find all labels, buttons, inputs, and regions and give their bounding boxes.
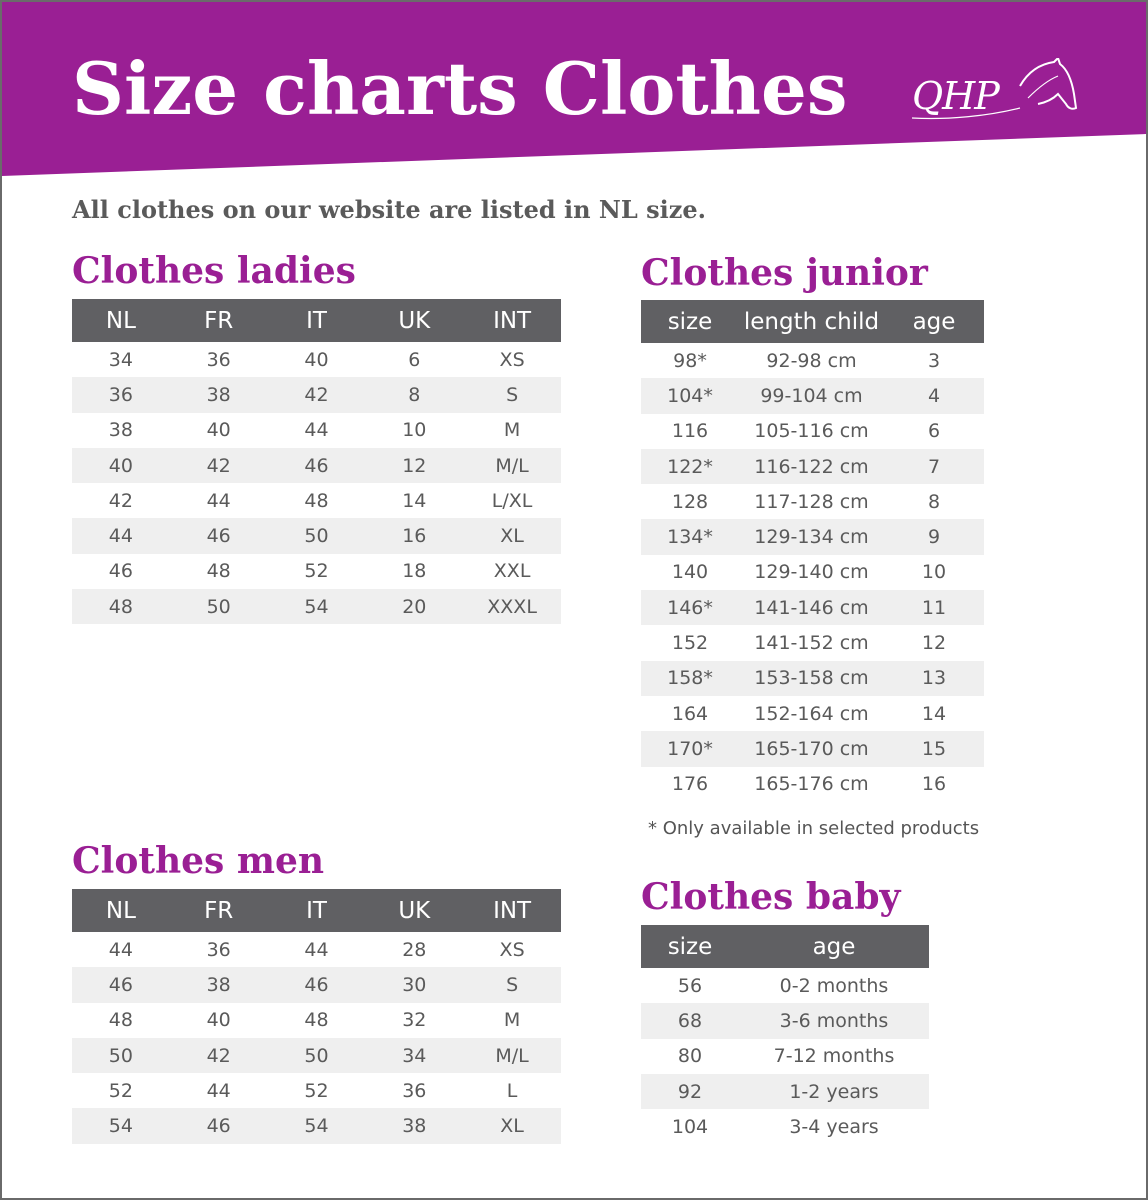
table-cell: 52 <box>304 560 329 583</box>
table-header-row <box>641 925 929 968</box>
table-row <box>72 1038 561 1073</box>
table-cell: 36 <box>206 348 231 371</box>
table-cell: 44 <box>206 1079 231 1102</box>
table-row <box>72 413 561 448</box>
table-row <box>72 448 561 483</box>
table-cell: 170* <box>641 731 739 766</box>
table-cell: 46 <box>268 967 366 1002</box>
table-cell: 141-146 cm <box>739 590 884 625</box>
table-row <box>72 1073 561 1108</box>
table-cell: 3 <box>927 349 941 372</box>
table-header-row <box>72 299 561 342</box>
column-header: IT <box>268 889 366 932</box>
table-row <box>641 484 984 519</box>
table-row <box>72 483 561 518</box>
table-cell: 42 <box>170 1038 268 1073</box>
column-header: age <box>739 925 929 968</box>
table-row <box>72 967 561 1002</box>
table-cell: 10 <box>921 561 947 584</box>
table-row <box>641 968 929 1003</box>
table-row <box>641 1109 929 1144</box>
table-row <box>641 519 984 554</box>
column-header: IT <box>268 299 366 342</box>
table-cell: 38 <box>170 377 268 412</box>
table-cell: 48 <box>206 560 231 583</box>
table-row <box>641 661 984 696</box>
table-cell: 4 <box>884 378 984 413</box>
table-row <box>641 625 984 660</box>
table-cell: XL <box>463 1108 561 1143</box>
table-row <box>72 518 561 553</box>
table-cell: 146* <box>641 590 739 625</box>
table-cell: 165-176 cm <box>754 773 869 796</box>
table-cell: 0-2 months <box>779 974 889 997</box>
table-cell: 34 <box>108 348 133 371</box>
column-header: length child <box>739 300 884 343</box>
table-cell: 8 <box>927 490 941 513</box>
table-cell: 98* <box>673 349 707 372</box>
table-cell: 128 <box>671 490 709 513</box>
table-cell: L <box>506 1079 518 1102</box>
table-cell: 46 <box>170 1108 268 1143</box>
column-header: size <box>641 925 739 968</box>
table-header-row <box>641 300 984 343</box>
table-cell: 3-6 months <box>739 1003 929 1038</box>
table-cell: 50 <box>72 1038 170 1073</box>
table-cell: 153-158 cm <box>739 661 884 696</box>
junior-title: Clothes junior <box>641 252 928 294</box>
table-row <box>641 555 984 590</box>
table-row <box>641 1039 929 1074</box>
table-row <box>72 554 561 589</box>
table-cell: 105-116 cm <box>754 420 869 443</box>
table-cell: 104 <box>671 1115 709 1138</box>
table-cell: 36 <box>206 938 231 961</box>
table-row <box>641 590 984 625</box>
column-header: INT <box>463 889 561 932</box>
table-cell: 54 <box>268 589 366 624</box>
table-cell: 12 <box>365 448 463 483</box>
table-row <box>641 414 984 449</box>
table-cell: 3-4 years <box>789 1115 879 1138</box>
table-cell: 52 <box>304 1079 329 1102</box>
table-row <box>72 589 561 624</box>
table-cell: 80 <box>677 1045 703 1068</box>
table-cell: 32 <box>402 1009 427 1032</box>
table-cell: 68 <box>641 1003 739 1038</box>
table-cell: S <box>463 377 561 412</box>
table-cell: 40 <box>206 1009 231 1032</box>
table-cell: 42 <box>170 448 268 483</box>
table-cell: 134* <box>641 519 739 554</box>
table-cell: 104* <box>641 378 739 413</box>
table-cell: 48 <box>304 489 329 512</box>
table-cell: 50 <box>268 518 366 553</box>
table-cell: 152 <box>671 632 709 655</box>
table-cell: 117-128 cm <box>754 490 869 513</box>
table-cell: 48 <box>72 589 170 624</box>
table-cell: 14 <box>921 702 947 725</box>
table-cell: 20 <box>365 589 463 624</box>
table-row <box>641 449 984 484</box>
table-cell: 48 <box>304 1009 329 1032</box>
table-cell: 129-140 cm <box>754 561 869 584</box>
ladies-title: Clothes ladies <box>72 250 356 292</box>
page-title: Size charts Clothes <box>72 46 848 131</box>
column-header: UK <box>365 299 463 342</box>
table-cell: 44 <box>206 489 231 512</box>
table-cell: XXXL <box>463 589 561 624</box>
table-row <box>72 377 561 412</box>
table-cell: 8 <box>365 377 463 412</box>
table-row <box>72 932 561 967</box>
table-cell: 15 <box>884 731 984 766</box>
table-cell: 16 <box>921 773 947 796</box>
table-cell: 18 <box>402 560 427 583</box>
table-row <box>641 1074 929 1109</box>
table-cell: 16 <box>365 518 463 553</box>
table-cell: 30 <box>365 967 463 1002</box>
table-cell: XXL <box>493 560 531 583</box>
table-row <box>641 1003 929 1038</box>
table-cell: 92 <box>641 1074 739 1109</box>
junior-footnote: * Only available in selected products <box>648 818 980 839</box>
column-header: size <box>641 300 739 343</box>
table-cell: 46 <box>268 448 366 483</box>
table-cell: 40 <box>72 448 170 483</box>
table-cell: 176 <box>671 773 709 796</box>
table-cell: 28 <box>402 938 427 961</box>
column-header: NL <box>72 299 170 342</box>
table-row <box>72 1003 561 1038</box>
table-row <box>641 343 984 378</box>
table-cell: 40 <box>304 348 329 371</box>
table-cell: 92-98 cm <box>766 349 857 372</box>
column-header: NL <box>72 889 170 932</box>
table-header-row <box>72 889 561 932</box>
table-cell: 42 <box>108 489 133 512</box>
table-cell: 54 <box>72 1108 170 1143</box>
table-row <box>72 342 561 377</box>
table-cell: 44 <box>304 419 329 442</box>
table-cell: 48 <box>108 1009 133 1032</box>
table-cell: XS <box>499 348 525 371</box>
table-cell: M/L <box>463 1038 561 1073</box>
logo-text: QHP <box>912 74 999 118</box>
table-row <box>641 767 984 802</box>
table-cell: 50 <box>268 1038 366 1073</box>
column-header: UK <box>365 889 463 932</box>
table-cell: 56 <box>677 974 703 997</box>
table-row <box>641 696 984 731</box>
table-cell: 38 <box>365 1108 463 1143</box>
table-row <box>641 378 984 413</box>
column-header: FR <box>170 299 268 342</box>
table-cell: 140 <box>671 561 709 584</box>
table-cell: L/XL <box>491 489 533 512</box>
table-cell: 122* <box>641 449 739 484</box>
table-cell: 50 <box>170 589 268 624</box>
table-cell: 7-12 months <box>773 1045 895 1068</box>
table-cell: 6 <box>408 348 421 371</box>
table-cell: 13 <box>884 661 984 696</box>
baby-size-table <box>641 925 929 1144</box>
junior-size-table <box>641 300 984 802</box>
table-cell: 10 <box>402 419 427 442</box>
table-cell: 14 <box>402 489 427 512</box>
column-header: age <box>884 300 984 343</box>
table-cell: 129-134 cm <box>739 519 884 554</box>
men-size-table <box>72 889 561 1144</box>
table-cell: 38 <box>170 967 268 1002</box>
table-cell: 52 <box>108 1079 133 1102</box>
men-title: Clothes men <box>72 840 325 882</box>
table-cell: 44 <box>72 518 170 553</box>
table-cell: 44 <box>304 938 329 961</box>
table-cell: 1-2 years <box>739 1074 929 1109</box>
subtitle: All clothes on our website are listed in NL size. <box>72 195 706 224</box>
table-cell: 99-104 cm <box>739 378 884 413</box>
table-cell: 165-170 cm <box>739 731 884 766</box>
table-cell: 141-152 cm <box>754 632 869 655</box>
table-cell: 11 <box>884 590 984 625</box>
table-cell: XS <box>499 938 525 961</box>
table-cell: S <box>463 967 561 1002</box>
table-cell: M/L <box>463 448 561 483</box>
table-cell: 12 <box>921 632 947 655</box>
ladies-size-table <box>72 299 561 624</box>
table-cell: 46 <box>170 518 268 553</box>
table-cell: 36 <box>72 377 170 412</box>
table-cell: 54 <box>268 1108 366 1143</box>
table-cell: M <box>503 419 521 442</box>
table-cell: 116 <box>671 420 709 443</box>
table-row <box>641 731 984 766</box>
qhp-logo <box>908 58 1080 128</box>
table-cell: 6 <box>927 420 941 443</box>
baby-title: Clothes baby <box>641 876 901 918</box>
table-cell: 44 <box>108 938 133 961</box>
column-header: INT <box>463 299 561 342</box>
table-cell: 38 <box>108 419 133 442</box>
table-cell: 40 <box>206 419 231 442</box>
column-header: FR <box>170 889 268 932</box>
table-cell: 164 <box>671 702 709 725</box>
table-row <box>72 1108 561 1143</box>
table-cell: 9 <box>884 519 984 554</box>
table-cell: 7 <box>884 449 984 484</box>
table-cell: 36 <box>402 1079 427 1102</box>
table-cell: 158* <box>641 661 739 696</box>
table-cell: 46 <box>72 967 170 1002</box>
table-cell: 152-164 cm <box>754 702 869 725</box>
table-cell: 46 <box>108 560 133 583</box>
horse-head-icon <box>908 58 1080 128</box>
table-cell: 34 <box>365 1038 463 1073</box>
table-cell: 42 <box>268 377 366 412</box>
table-cell: M <box>503 1009 521 1032</box>
table-cell: XL <box>463 518 561 553</box>
table-cell: 116-122 cm <box>739 449 884 484</box>
